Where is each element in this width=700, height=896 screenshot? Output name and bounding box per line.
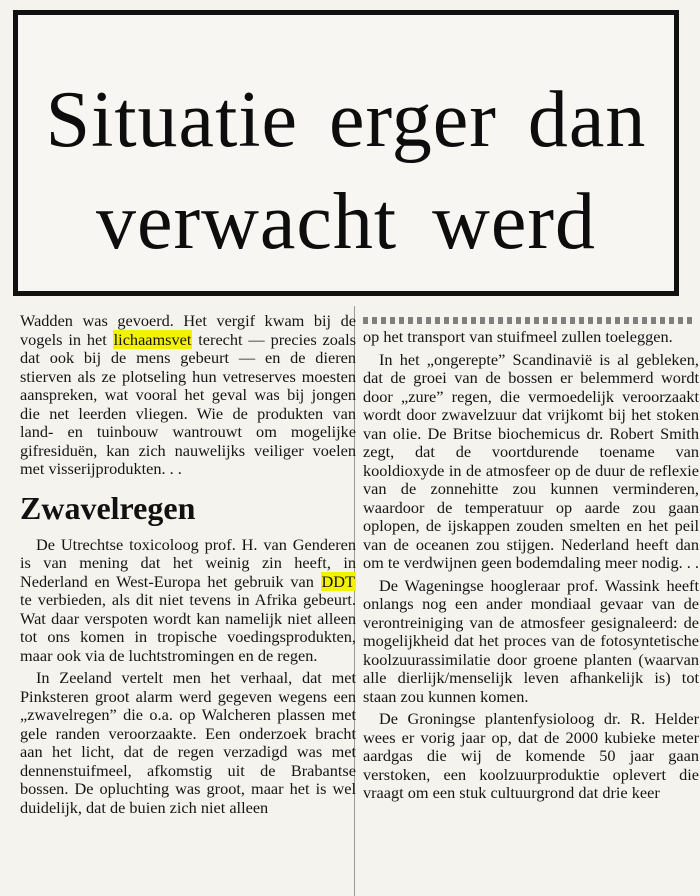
paragraph-helder: De Groningse plantenfysioloog dr. R. Helder wees er vorig jaar op, dat de 2000 kubieke meter aardgas die wij de komende 50 jaar gaan verstoken, een koolzuurproduktie oplevert die vraagt om een stuk cultuurgrond dat drie keer [363, 709, 699, 802]
clipping-cut-edge [363, 317, 693, 324]
paragraph-van-genderen [20, 536, 356, 666]
left-column [20, 312, 356, 821]
paragraph-text-start: De Utrechtse toxicoloog prof. H. van Genderen is van mening dat het weinig zin heeft, in Nederland en West-Europa het gebruik van [20, 534, 356, 591]
intro-text-start: Wadden was gevoerd. Het vergif kwam bij de vogels in het [20, 311, 356, 349]
headline-line-1: Situatie erger dan [45, 76, 647, 164]
paragraph-continued: op het transport van stuifmeel zullen toeleggen. [363, 327, 673, 346]
paragraph-scandinavie: In het „ongerepte” Scandinavië is al gebleken, dat de groei van de bossen er belemmerd wordt door „zure” regen, die vermoedelijk veroorzaakt wordt door zwavelzuur dat vrijkomt bij het stoken van olie. De Britse biochemicus dr. Robert Smith zegt, dat de voortdurende toename van kooldioxyde in de atmosfeer op de duur de reflexie van de zonnehitte zou kunnen verminderen, waardoor de temperatuur op aarde zou gaan oplopen, de ijskappen zouden smelten en het peil van de oceanen zou stijgen. Nederland heeft dan om te verdwijnen geen bodemdaling meer nodig. . . [363, 349, 699, 572]
highlighted-term-lichaamsvet: lichaamsvet [113, 329, 192, 349]
paragraph-wassink: De Wageningse hoogleraar prof. Wassink heeft onlangs nog een ander mondiaal gevaar van de verontreiniging van de atmosfeer gesignaleerd: de mogelijkheid dat het proces van de fotosyntetische koolzuurassimilatie door groene planten (waarvan alle dierlijk/menselijk leven afhankelijk is) tot staan zou kunnen komen. [363, 575, 699, 706]
paragraph-zeeland: In Zeeland vertelt men het verhaal, dat met Pinksteren groot alarm werd gegeven wegens een „zwavelregen” die o.a. op Walcheren plassen met gele randen veroorzaakte. Een onderzoek bracht aan het licht, dat de regen verzadigd was met dennenstuifmeel, afkomstig uit de Brabantse bossen. De opluchting was groot, maar het is wel duidelijk, dat de buien zich niet alleen [20, 668, 356, 817]
intro-text-end: terecht — precies zoals dat ook bij de mens gebeurt — en de dieren stierven als ze plotseling hun vetreserves moesten aanspreken, wat vooral het geval was bij jongen die net leerden vliegen. Wie de produkten van land- en tuinbouw wantrouwt om mogelijke gifresiduën, kan zich nauwelijks veiliger voelen met visserijprodukten. . . [20, 329, 356, 478]
headline [18, 15, 674, 273]
headline-box [13, 10, 679, 296]
highlighted-term-ddt: DDT [321, 571, 355, 591]
section-subhead: Zwavelregen [20, 489, 196, 526]
paragraph-text-end: te verbieden, als dit niet tevens in Afrika gebeurt. Wat daar verspoten wordt kan namelijk niet alleen tot ons komen in tropische voedingsprodukten, maar ook via de luchtstromingen en de regen. [20, 590, 356, 665]
right-column [363, 328, 699, 807]
headline-line-2: verwacht werd [95, 178, 597, 266]
intro-paragraph [20, 312, 356, 479]
